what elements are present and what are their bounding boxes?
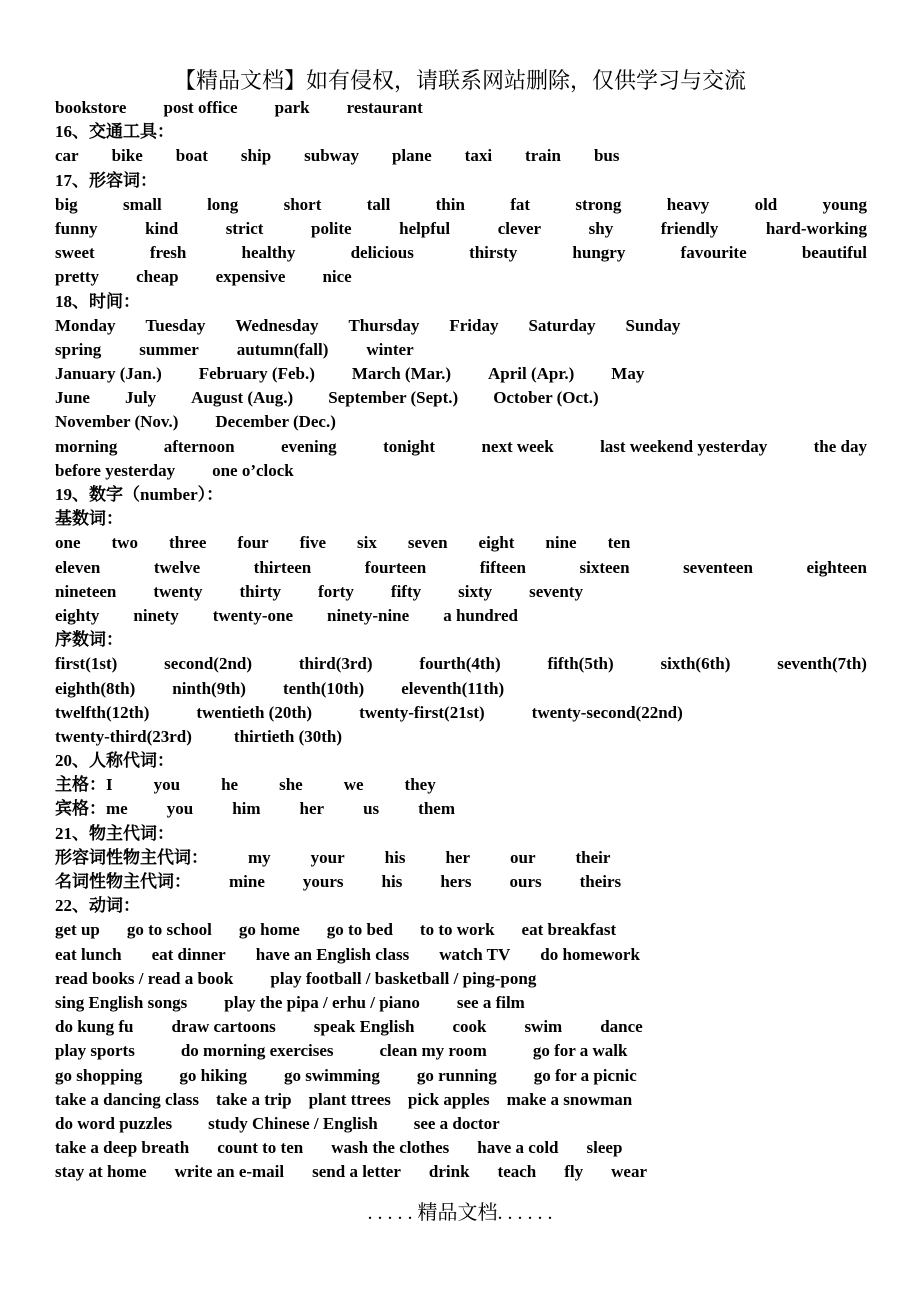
- vocab-word: autumn(fall): [236, 339, 329, 359]
- vocab-word: study Chinese / English: [208, 1113, 378, 1133]
- vocab-word: go for a walk: [532, 1041, 628, 1061]
- word-row: [55, 362, 867, 386]
- vocab-word: twenty-third(23rd): [55, 726, 192, 746]
- vocab-word: kind: [145, 218, 179, 238]
- vocab-word: play football / basketball / ping-pong: [270, 968, 537, 988]
- word-row: [55, 677, 867, 701]
- vocab-word: bus: [593, 146, 620, 166]
- vocab-word: helpful: [399, 218, 451, 238]
- vocab-word: Tuesday: [145, 315, 206, 335]
- vocab-word: twenty: [153, 581, 203, 601]
- vocab-word: July: [124, 388, 157, 408]
- vocab-word: August (Aug.): [191, 388, 294, 408]
- vocab-word: twenty-second(22nd): [531, 702, 683, 722]
- word-row: [55, 870, 867, 894]
- vocab-word: Thursday: [348, 315, 420, 335]
- section-heading: [55, 169, 867, 193]
- vocab-word: yours: [302, 872, 344, 891]
- vocab-word: fat: [510, 194, 531, 214]
- vocab-word: one: [55, 533, 81, 553]
- vocab-word: swim: [524, 1017, 563, 1037]
- word-row: [55, 1160, 867, 1184]
- vocab-word: you: [153, 775, 181, 795]
- vocab-word: ninety-nine: [327, 605, 410, 625]
- vocab-word: he: [221, 775, 239, 795]
- word-row: [55, 410, 867, 434]
- vocab-word: young: [822, 194, 867, 214]
- vocab-word: six: [357, 533, 377, 553]
- vocab-word: go shopping: [55, 1065, 143, 1085]
- vocab-word: seventy: [529, 581, 583, 601]
- section-heading-text: 21、物主代词：: [55, 823, 174, 843]
- word-row: [55, 725, 867, 749]
- vocab-word: fifteen: [479, 557, 526, 577]
- vocab-word: your: [310, 847, 345, 867]
- vocab-word: thirtieth (30th): [233, 726, 343, 746]
- vocab-word: count to ten: [217, 1138, 304, 1158]
- vocab-word: small: [123, 194, 162, 214]
- vocab-word: twentieth (20th): [196, 702, 313, 722]
- vocab-word: see a doctor: [413, 1113, 500, 1133]
- vocab-word: our: [510, 847, 536, 867]
- vocab-word: subway: [304, 146, 359, 166]
- vocab-word: draw cartoons: [171, 1017, 276, 1037]
- vocab-word: bookstore: [55, 98, 127, 117]
- vocab-word: four: [237, 533, 269, 553]
- vocab-word: seventh(7th): [777, 654, 867, 674]
- vocab-word: morning: [55, 436, 118, 456]
- vocab-word: teach: [497, 1162, 537, 1182]
- section-heading-text: 19、数字（number）：: [55, 485, 224, 504]
- vocab-word: April (Apr.): [488, 364, 575, 384]
- word-row: [55, 1015, 867, 1039]
- vocab-word: hers: [440, 872, 472, 891]
- word-row: [55, 1112, 867, 1136]
- vocab-word: speak English: [313, 1017, 415, 1037]
- vocab-word: first(1st): [55, 654, 118, 674]
- vocab-word: fourteen: [364, 557, 427, 577]
- vocab-word: nine: [545, 533, 577, 553]
- vocab-word: eleventh(11th): [401, 678, 505, 698]
- page-footer: . . . . . 精品文档. . . . . .: [367, 1202, 553, 1224]
- word-row: [55, 386, 867, 410]
- section-heading-text: 16、交通工具：: [55, 122, 174, 142]
- vocab-word: eat breakfast: [521, 920, 617, 940]
- vocab-word: short: [283, 194, 322, 214]
- vocab-word: seventeen: [683, 557, 753, 577]
- vocab-word: evening: [280, 436, 337, 456]
- vocab-word: her: [299, 799, 325, 819]
- vocab-word: stay at home: [55, 1162, 147, 1182]
- vocab-word: him: [232, 799, 261, 819]
- vocab-word: three: [168, 533, 207, 553]
- vocab-word: last weekend yesterday: [600, 436, 768, 456]
- vocab-word: ship: [240, 146, 272, 166]
- vocab-word: eighth(8th): [55, 678, 136, 698]
- page-header-watermark: 【精品文档】如有侵权，请联系网站删除，仅供学习与交流: [173, 68, 746, 93]
- vocab-word: boat: [175, 146, 208, 166]
- vocab-word: theirs: [579, 872, 622, 891]
- vocab-word: ninety: [133, 605, 179, 625]
- section-heading-text: 22、动词：: [55, 896, 140, 916]
- vocab-word: Sunday: [625, 315, 681, 335]
- word-row: [55, 531, 867, 555]
- vocab-word: polite: [310, 218, 352, 238]
- vocab-word: sleep: [586, 1138, 623, 1158]
- sub-heading-text: 序数词：: [55, 630, 123, 650]
- vocab-word: third(3rd): [298, 654, 373, 674]
- word-row: [55, 338, 867, 362]
- word-row: [55, 193, 867, 217]
- section-heading: [55, 894, 867, 918]
- vocab-word: see a film: [456, 992, 525, 1012]
- word-row: [55, 241, 867, 265]
- vocab-word: ours: [509, 872, 542, 891]
- vocab-word: afternoon: [163, 436, 235, 456]
- word-row: [55, 580, 867, 604]
- vocab-word: big: [55, 194, 78, 214]
- vocab-word: thirty: [239, 581, 282, 601]
- vocab-word: old: [754, 194, 778, 214]
- vocab-word: hard-working: [765, 218, 867, 238]
- vocab-word: spring: [55, 339, 102, 359]
- vocab-word: shy: [588, 218, 614, 238]
- word-row: [55, 435, 867, 459]
- vocab-word: go to school: [126, 920, 212, 940]
- vocab-word: October (Oct.): [493, 388, 599, 408]
- vocab-word: taxi: [464, 146, 493, 166]
- vocab-word: make a snowman: [506, 1089, 633, 1109]
- vocab-word: thin: [435, 194, 465, 214]
- vocab-word: sixteen: [579, 557, 630, 577]
- vocab-word: play sports: [55, 1041, 135, 1061]
- vocab-word: two: [111, 533, 138, 553]
- vocab-word: do homework: [540, 944, 640, 964]
- vocab-word: go to bed: [326, 920, 393, 940]
- sub-heading-text: 基数词：: [55, 509, 123, 529]
- vocab-word: restaurant: [346, 98, 423, 117]
- vocab-word: bike: [111, 146, 143, 166]
- vocab-word: nineteen: [55, 581, 117, 601]
- section-heading-text: 17、形容词：: [55, 170, 157, 190]
- vocab-word: January (Jan.): [55, 364, 162, 384]
- vocab-word: my: [248, 847, 271, 867]
- vocab-word: clever: [497, 218, 542, 238]
- vocab-word: his: [384, 847, 406, 867]
- vocab-word: 主格：I: [55, 775, 113, 795]
- vocab-word: twenty-first(21st): [359, 702, 485, 722]
- vocab-word: September (Sept.): [328, 388, 459, 408]
- vocab-word: we: [343, 775, 364, 795]
- vocab-word: she: [279, 775, 303, 795]
- vocabulary-list: [55, 96, 867, 1184]
- vocab-word: pretty: [55, 267, 100, 287]
- vocab-word: his: [381, 872, 403, 891]
- vocab-word: sing English songs: [55, 992, 188, 1012]
- vocab-word: send a letter: [312, 1162, 401, 1182]
- vocab-word: February (Feb.): [198, 364, 315, 384]
- word-row: [55, 1136, 867, 1160]
- vocab-word: eat dinner: [151, 944, 226, 964]
- vocab-word: sweet: [55, 243, 95, 263]
- word-row: [55, 604, 867, 628]
- vocab-word: tenth(10th): [282, 678, 365, 698]
- vocab-word: fresh: [149, 243, 187, 263]
- word-row: [55, 797, 867, 821]
- vocab-word: 名词性物主代词：: [55, 872, 191, 891]
- vocab-word: they: [404, 775, 436, 795]
- section-heading-text: 18、时间：: [55, 291, 140, 311]
- vocab-word: tonight: [383, 436, 436, 456]
- vocab-word: sixth(6th): [660, 654, 731, 674]
- vocab-word: tall: [366, 194, 391, 214]
- vocab-word: clean my room: [379, 1041, 487, 1061]
- vocab-word: eighteen: [806, 557, 867, 577]
- word-row: [55, 846, 867, 870]
- vocab-word: twelve: [153, 557, 201, 577]
- vocab-word: car: [55, 146, 79, 166]
- vocab-word: winter: [366, 339, 414, 359]
- word-row: [55, 701, 867, 725]
- vocab-word: December (Dec.): [215, 412, 336, 432]
- vocab-word: Saturday: [528, 315, 596, 335]
- vocab-word: get up: [55, 920, 100, 940]
- sub-heading: [55, 507, 867, 531]
- word-row: [55, 1064, 867, 1088]
- word-row: [55, 144, 867, 168]
- vocab-word: drink: [428, 1162, 470, 1182]
- vocab-word: May: [611, 364, 645, 384]
- vocab-word: funny: [55, 218, 98, 238]
- vocab-word: nice: [322, 267, 352, 287]
- vocab-word: 宾格：me: [55, 799, 128, 819]
- word-row: [55, 652, 867, 676]
- vocab-word: them: [418, 799, 455, 819]
- vocab-word: eat lunch: [55, 944, 122, 964]
- vocab-word: take a trip: [216, 1089, 292, 1109]
- word-row: [55, 265, 867, 289]
- vocab-word: watch TV: [439, 944, 511, 964]
- vocab-word: sixty: [458, 581, 493, 601]
- vocab-word: train: [525, 146, 561, 166]
- vocab-word: twenty-one: [212, 605, 293, 625]
- vocab-word: beautiful: [801, 243, 867, 263]
- word-row: [55, 459, 867, 483]
- word-row: [55, 943, 867, 967]
- vocab-word: you: [166, 799, 194, 819]
- vocab-word: Friday: [449, 315, 499, 335]
- vocab-word: have an English class: [255, 944, 410, 964]
- vocab-word: before yesterday: [55, 460, 176, 480]
- word-row: [55, 1088, 867, 1112]
- vocab-word: the day: [813, 436, 867, 456]
- vocab-word: fourth(4th): [419, 654, 501, 674]
- vocab-word: next week: [481, 436, 554, 456]
- section-heading: [55, 290, 867, 314]
- vocab-word: pick apples: [407, 1089, 490, 1109]
- vocab-word: hungry: [572, 243, 626, 263]
- vocab-word: March (Mar.): [351, 364, 452, 384]
- vocab-word: summer: [139, 339, 199, 359]
- vocab-word: us: [363, 799, 380, 819]
- vocab-word: plant ttrees: [308, 1089, 391, 1109]
- vocab-word: ten: [607, 533, 631, 553]
- vocab-word: go swimming: [283, 1065, 380, 1085]
- vocab-word: take a deep breath: [55, 1138, 190, 1158]
- vocab-word: expensive: [215, 267, 286, 287]
- vocab-word: to to work: [419, 920, 495, 940]
- vocab-word: seven: [407, 533, 448, 553]
- section-heading: [55, 749, 867, 773]
- vocab-word: post office: [163, 98, 238, 117]
- word-row: [55, 967, 867, 991]
- vocab-word: park: [274, 98, 310, 117]
- word-row: [55, 314, 867, 338]
- vocab-word: have a cold: [477, 1138, 559, 1158]
- vocab-word: twelfth(12th): [55, 702, 150, 722]
- vocab-word: five: [299, 533, 327, 553]
- section-heading: [55, 483, 867, 507]
- vocab-word: cheap: [136, 267, 179, 287]
- vocab-word: strong: [575, 194, 622, 214]
- vocab-word: friendly: [660, 218, 719, 238]
- vocab-word: mine: [229, 872, 265, 891]
- section-heading-text: 20、人称代词：: [55, 751, 174, 771]
- vocab-word: long: [207, 194, 239, 214]
- vocab-word: 形容词性物主代词：: [55, 847, 208, 867]
- word-row: [55, 1039, 867, 1063]
- vocab-word: dance: [600, 1017, 643, 1037]
- vocab-word: go running: [416, 1065, 497, 1085]
- vocab-word: healthy: [241, 243, 296, 263]
- vocab-word: favourite: [680, 243, 747, 263]
- section-heading: [55, 822, 867, 846]
- vocab-word: fly: [564, 1162, 584, 1182]
- word-row: [55, 991, 867, 1015]
- word-row: [55, 217, 867, 241]
- vocab-word: plane: [391, 146, 432, 166]
- vocab-word: eleven: [55, 557, 101, 577]
- vocab-word: ninth(9th): [172, 678, 246, 698]
- vocab-word: do kung fu: [55, 1017, 134, 1037]
- vocab-word: thirteen: [253, 557, 312, 577]
- vocab-word: go hiking: [179, 1065, 247, 1085]
- vocab-word: Wednesday: [235, 315, 319, 335]
- vocab-word: eighty: [55, 605, 100, 625]
- vocab-word: forty: [318, 581, 354, 601]
- vocab-word: do morning exercises: [180, 1041, 334, 1061]
- vocab-word: heavy: [666, 194, 710, 214]
- vocab-word: play the pipa / erhu / piano: [224, 992, 420, 1012]
- word-row: [55, 773, 867, 797]
- vocab-word: take a dancing class: [55, 1089, 200, 1109]
- vocab-word: fifth(5th): [547, 654, 614, 674]
- vocab-word: go for a picnic: [533, 1065, 637, 1085]
- vocab-word: cook: [452, 1017, 487, 1037]
- word-row: [55, 96, 867, 120]
- vocab-word: write an e-mail: [174, 1162, 285, 1182]
- vocab-word: Monday: [55, 315, 116, 335]
- vocab-word: November (Nov.): [55, 412, 179, 432]
- vocab-word: fifty: [390, 581, 422, 601]
- vocab-word: their: [575, 847, 611, 867]
- vocab-word: go home: [238, 920, 300, 940]
- vocab-word: delicious: [350, 243, 414, 263]
- vocab-word: second(2nd): [164, 654, 253, 674]
- sub-heading: [55, 628, 867, 652]
- vocab-word: read books / read a book: [55, 968, 234, 988]
- vocab-word: wear: [611, 1162, 648, 1182]
- vocab-word: her: [445, 847, 471, 867]
- word-row: [55, 556, 867, 580]
- vocab-word: wash the clothes: [331, 1138, 450, 1158]
- vocab-word: June: [55, 388, 90, 408]
- vocab-word: a hundred: [443, 605, 518, 625]
- vocab-word: one o’clock: [212, 460, 294, 480]
- vocab-word: thirsty: [469, 243, 518, 263]
- vocab-word: eight: [478, 533, 515, 553]
- section-heading: [55, 120, 867, 144]
- vocab-word: strict: [225, 218, 264, 238]
- word-row: [55, 918, 867, 942]
- vocab-word: do word puzzles: [55, 1113, 173, 1133]
